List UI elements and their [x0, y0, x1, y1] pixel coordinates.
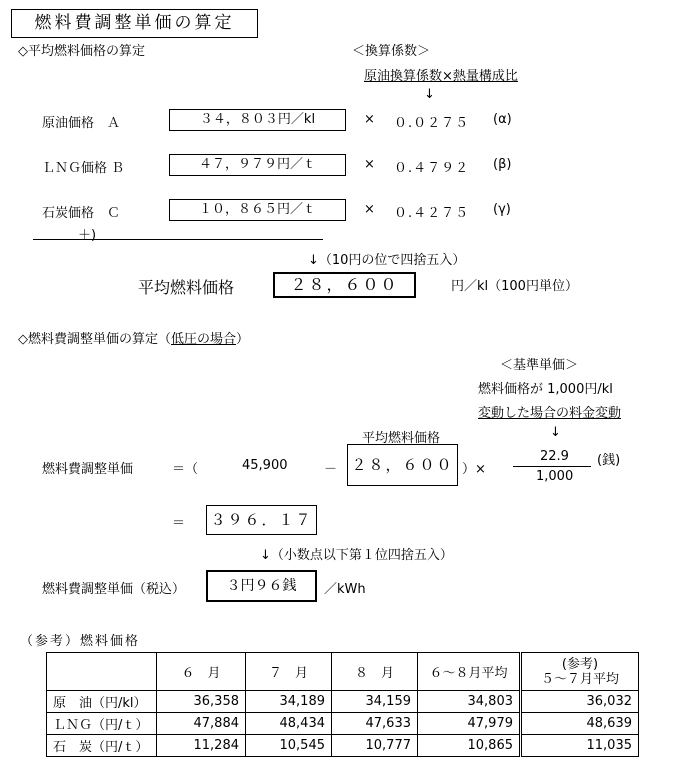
- sen-unit: (銭): [597, 453, 621, 468]
- avg-fuel-unit: 円／kl（100円単位）: [451, 279, 578, 294]
- ref-col-bottom: ５～７月平均: [540, 671, 619, 687]
- table-row: [47, 691, 639, 713]
- crude-coef: ０.０２７５: [394, 116, 470, 131]
- times-sign: ×: [364, 112, 375, 127]
- section2-heading: [18, 328, 249, 347]
- table-cell: 11,035: [521, 735, 639, 757]
- conversion-header: ＜換算係数＞: [352, 44, 431, 59]
- table-cell: 34,803: [418, 691, 521, 713]
- section2-heading-prefix: ◇燃料費調整単価の算定（: [18, 332, 171, 347]
- table-cell: 47,633: [332, 713, 418, 735]
- gamma-label: (γ): [493, 202, 511, 217]
- table-cell: 10,545: [246, 735, 332, 757]
- coal-label: 石炭価格 Ｃ: [42, 206, 121, 221]
- minus-sign: －: [324, 462, 338, 477]
- times-sign: ×: [364, 202, 375, 217]
- times-sign: ×: [364, 157, 375, 172]
- alpha-label: (α): [493, 112, 512, 127]
- lng-label: ＬＮＧ価格 Ｂ: [42, 161, 125, 176]
- close-times: ）×: [462, 462, 486, 477]
- reference-table: [46, 652, 639, 757]
- section2-heading-suffix: ）: [236, 332, 250, 347]
- base-header: ＜基準単価＞: [500, 358, 579, 373]
- base-arrow-icon: ↓: [550, 425, 561, 440]
- table-row: [47, 713, 639, 735]
- base-line1: 燃料価格が 1,000円/kl: [478, 382, 613, 397]
- table-cell: 48,434: [246, 713, 332, 735]
- table-cell: 10,865: [418, 735, 521, 757]
- crude-price-box: ３４，８０３円／kl: [169, 109, 346, 131]
- col-header-august: ８ 月: [332, 653, 418, 691]
- coal-price-box: １０，８６５円／ｔ: [169, 199, 346, 221]
- base-line2: 変動した場合の料金変動: [478, 406, 622, 421]
- plus-mark: ＋): [78, 228, 97, 243]
- table-row: [47, 735, 639, 757]
- table-cell: 36,032: [521, 691, 639, 713]
- conversion-sub: 原油換算係数×熱量構成比: [364, 69, 518, 84]
- section2-heading-underlined: 低圧の場合: [171, 332, 237, 347]
- avg-fuel-price-label: 平均燃料価格: [362, 431, 441, 446]
- col-header-jun-aug-avg: ６～８月平均: [418, 653, 521, 691]
- reference-title: （参考）燃料価格: [20, 634, 141, 649]
- section1-heading: ◇平均燃料価格の算定: [18, 44, 145, 59]
- row-label: ＬＮＧ（円/ｔ）: [47, 713, 157, 735]
- fraction-bar: [513, 466, 591, 467]
- result-box: ３９６．１７: [206, 505, 317, 535]
- avg-fuel-value-box: ２８，６００: [347, 444, 458, 486]
- avg-fuel-value: ２８，６００: [273, 272, 416, 298]
- table-cell: 34,189: [246, 691, 332, 713]
- row-label: 原 油（円/kl）: [47, 691, 157, 713]
- lng-price-box: ４７，９７９円／ｔ: [169, 154, 346, 176]
- base-value: 45,900: [242, 458, 288, 473]
- table-cell: 47,979: [418, 713, 521, 735]
- rounding-note: ↓（10円の位で四捨五入）: [308, 253, 466, 268]
- table-cell: 34,159: [332, 691, 418, 713]
- table-cell: 36,358: [157, 691, 246, 713]
- col-header-may-jul-avg: [521, 653, 639, 691]
- table-corner-cell: [47, 653, 157, 691]
- taxed-value-box: ３円９６銭: [206, 570, 317, 602]
- eq-sign: ＝: [172, 516, 186, 531]
- page-title: 燃料費調整単価の算定: [11, 9, 258, 38]
- coal-coef: ０.４２７５: [394, 206, 470, 221]
- beta-label: (β): [493, 157, 512, 172]
- table-cell: 48,639: [521, 713, 639, 735]
- taxed-label: 燃料費調整単価（税込）: [42, 582, 186, 597]
- numerator: 22.9: [540, 449, 569, 464]
- sum-line: [33, 239, 323, 240]
- col-header-june: ６ 月: [157, 653, 246, 691]
- col-header-july: ７ 月: [246, 653, 332, 691]
- result-note: ↓（小数点以下第１位四捨五入）: [260, 548, 453, 563]
- row-label: 石 炭（円/ｔ）: [47, 735, 157, 757]
- crude-label: 原油価格 Ａ: [42, 116, 121, 131]
- table-cell: 47,884: [157, 713, 246, 735]
- formula-label: 燃料費調整単価: [42, 462, 134, 477]
- denominator: 1,000: [536, 469, 574, 484]
- table-cell: 11,284: [157, 735, 246, 757]
- table-cell: 10,777: [332, 735, 418, 757]
- down-arrow-icon: ↓: [424, 87, 435, 102]
- lng-coef: ０.４７９２: [394, 161, 470, 176]
- ref-col-top: (参考): [561, 656, 599, 672]
- avg-fuel-label: 平均燃料価格: [138, 278, 235, 297]
- taxed-unit: ／kWh: [324, 582, 366, 597]
- eq-open: ＝（: [172, 462, 199, 477]
- table-header-row: [47, 653, 639, 691]
